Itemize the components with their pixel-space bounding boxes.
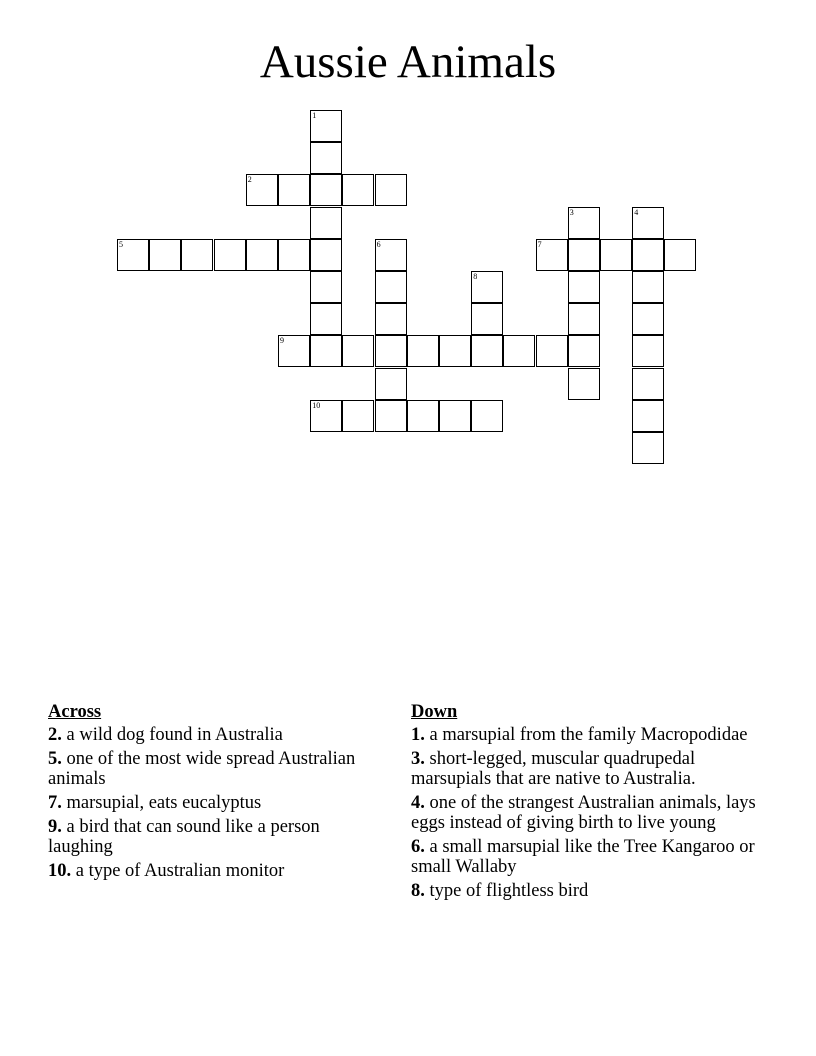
clue-text: one of the strangest Australian animals, lays eggs instead of giving birth to live young bbox=[411, 793, 756, 833]
grid-cell[interactable] bbox=[568, 368, 600, 400]
across-clue-5 bbox=[48, 749, 378, 789]
across-clue-list bbox=[48, 725, 378, 881]
grid-cell[interactable] bbox=[310, 335, 342, 367]
grid-cell[interactable] bbox=[632, 432, 664, 464]
cell-number: 10 bbox=[312, 400, 321, 410]
grid-cell[interactable] bbox=[632, 207, 664, 239]
grid-cell[interactable] bbox=[149, 239, 181, 271]
cell-number: 9 bbox=[280, 336, 284, 346]
grid-cell[interactable] bbox=[278, 335, 310, 367]
clue-text: type of flightless bird bbox=[424, 881, 589, 901]
grid-cell[interactable] bbox=[310, 174, 342, 206]
clue-number: 4. bbox=[411, 793, 425, 813]
grid-cell[interactable] bbox=[439, 400, 471, 432]
clue-number: 10. bbox=[48, 861, 72, 881]
grid-cell[interactable] bbox=[375, 271, 407, 303]
clue-text: a bird that can sound like a person laughing bbox=[48, 817, 320, 857]
across-clues bbox=[48, 702, 378, 885]
grid-cell[interactable] bbox=[632, 368, 664, 400]
grid-cell[interactable] bbox=[310, 303, 342, 335]
across-heading: Across bbox=[48, 702, 102, 722]
grid-cell[interactable] bbox=[375, 368, 407, 400]
clue-text: a small marsupial like the Tree Kangaroo or small Wallaby bbox=[411, 837, 755, 877]
grid-cell[interactable] bbox=[310, 110, 342, 142]
grid-cell[interactable] bbox=[246, 239, 278, 271]
grid-cell[interactable] bbox=[568, 303, 600, 335]
grid-cell[interactable] bbox=[375, 174, 407, 206]
cell-number: 8 bbox=[473, 272, 478, 281]
grid-cell[interactable] bbox=[632, 335, 664, 367]
grid-cell[interactable] bbox=[375, 303, 407, 335]
clue-number: 3. bbox=[411, 749, 425, 769]
grid-cell[interactable] bbox=[471, 335, 503, 367]
down-clue-list bbox=[411, 725, 776, 901]
down-clues bbox=[411, 702, 776, 905]
grid-cell[interactable] bbox=[310, 239, 342, 271]
down-clue-4 bbox=[411, 793, 776, 833]
grid-cell[interactable] bbox=[568, 239, 600, 271]
grid-cell[interactable] bbox=[471, 271, 503, 303]
grid-cell[interactable] bbox=[600, 239, 632, 271]
grid-cell[interactable] bbox=[632, 239, 664, 271]
cell-number: 7 bbox=[537, 239, 542, 249]
cell-number: 2 bbox=[247, 175, 252, 185]
clue-number: 5. bbox=[48, 749, 62, 769]
across-clue-7 bbox=[48, 793, 378, 813]
cell-number: 5 bbox=[119, 239, 123, 249]
grid-cell[interactable] bbox=[342, 335, 374, 367]
grid-cell[interactable] bbox=[310, 400, 342, 432]
across-clue-2 bbox=[48, 725, 378, 745]
clue-number: 8. bbox=[411, 881, 425, 901]
grid-cell[interactable] bbox=[214, 239, 246, 271]
puzzle-title: Aussie Animals bbox=[259, 36, 557, 88]
down-heading: Down bbox=[411, 702, 458, 722]
clue-number: 1. bbox=[411, 725, 425, 745]
grid-cell[interactable] bbox=[375, 239, 407, 271]
grid-cell[interactable] bbox=[375, 335, 407, 367]
clue-text: short-legged, muscular quadrupedal marsupials that are native to Australia. bbox=[411, 749, 696, 789]
cell-number: 3 bbox=[569, 207, 574, 217]
across-clue-10 bbox=[48, 861, 378, 881]
clue-number: 7. bbox=[48, 793, 62, 813]
across-clue-9 bbox=[48, 817, 378, 857]
cell-number: 6 bbox=[376, 239, 381, 249]
grid-cell[interactable] bbox=[568, 335, 600, 367]
grid-cell[interactable] bbox=[471, 303, 503, 335]
grid-cell[interactable] bbox=[246, 174, 278, 206]
cell-number: 1 bbox=[312, 111, 317, 120]
clue-number: 6. bbox=[411, 837, 425, 857]
grid-cell[interactable] bbox=[536, 239, 568, 271]
grid-cell[interactable] bbox=[568, 207, 600, 239]
down-clue-6 bbox=[411, 837, 776, 877]
clue-text: a marsupial from the family Macropodidae bbox=[424, 725, 748, 745]
clue-text: marsupial, eats eucalyptus bbox=[61, 793, 262, 813]
grid-cell[interactable] bbox=[407, 400, 439, 432]
grid-cell[interactable] bbox=[632, 303, 664, 335]
crossword-grid bbox=[0, 0, 816, 480]
grid-cell[interactable] bbox=[181, 239, 213, 271]
grid-cell[interactable] bbox=[375, 400, 407, 432]
grid-cell[interactable] bbox=[342, 400, 374, 432]
grid-cell[interactable] bbox=[310, 271, 342, 303]
grid-cell[interactable] bbox=[407, 335, 439, 367]
clue-text: a wild dog found in Australia bbox=[61, 725, 283, 745]
down-clue-1 bbox=[411, 725, 776, 745]
grid-cell[interactable] bbox=[310, 142, 342, 174]
down-clue-8 bbox=[411, 881, 776, 901]
grid-cell[interactable] bbox=[310, 207, 342, 239]
clue-text: a type of Australian monitor bbox=[71, 861, 285, 881]
grid-cell[interactable] bbox=[568, 271, 600, 303]
grid-cell[interactable] bbox=[503, 335, 535, 367]
clue-text: one of the most wide spread Australian animals bbox=[48, 749, 356, 789]
grid-cell[interactable] bbox=[664, 239, 696, 271]
down-clue-3 bbox=[411, 749, 776, 789]
grid-cell[interactable] bbox=[117, 239, 149, 271]
grid-cell[interactable] bbox=[471, 400, 503, 432]
grid-cell[interactable] bbox=[278, 239, 310, 271]
grid-cell[interactable] bbox=[536, 335, 568, 367]
cell-number: 4 bbox=[634, 207, 639, 217]
grid-cell[interactable] bbox=[342, 174, 374, 206]
clue-number: 9. bbox=[48, 817, 62, 837]
grid-cell[interactable] bbox=[278, 174, 310, 206]
grid-cell[interactable] bbox=[439, 335, 471, 367]
grid-cell[interactable] bbox=[632, 400, 664, 432]
grid-cell[interactable] bbox=[632, 271, 664, 303]
clue-number: 2. bbox=[48, 725, 62, 745]
